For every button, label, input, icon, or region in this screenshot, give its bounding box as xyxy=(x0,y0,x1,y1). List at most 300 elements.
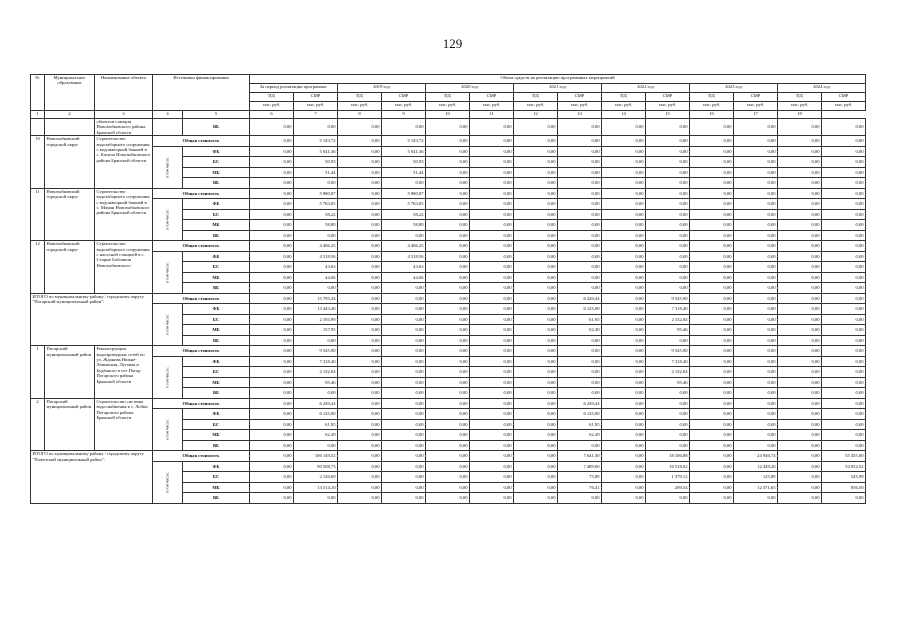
value-cell: 0,00 xyxy=(734,356,778,367)
value-cell: 0,00 xyxy=(338,419,382,430)
value-cell: 0,00 xyxy=(778,314,822,325)
value-cell: 0,00 xyxy=(470,220,514,231)
value-cell: 0,00 xyxy=(778,119,822,136)
value-cell: 0,00 xyxy=(602,482,646,493)
value-cell: 4 318,56 xyxy=(382,251,426,262)
value-cell: 12 371,65 xyxy=(734,482,778,493)
value-cell: 0,00 xyxy=(602,272,646,283)
value-cell: 0,00 xyxy=(602,262,646,273)
value-cell: 0,00 xyxy=(646,283,690,294)
value-cell: 7 641,30 xyxy=(558,451,602,462)
value-cell: 0,00 xyxy=(426,146,470,157)
table-row xyxy=(31,461,866,472)
value-cell: 0,00 xyxy=(734,409,778,420)
value-cell: 0,00 xyxy=(690,388,734,399)
value-cell: 0,00 xyxy=(382,461,426,472)
source-type: ВБ xyxy=(183,388,250,399)
value-cell: 0,00 xyxy=(382,472,426,483)
value-cell: 0,00 xyxy=(470,482,514,493)
value-cell: 0,00 xyxy=(778,220,822,231)
value-cell: 0,00 xyxy=(338,293,382,304)
value-cell: 0,00 xyxy=(470,451,514,462)
object-name-cell: объектов станции Новозыбковского района Брянской области xyxy=(95,119,153,136)
value-cell: 0,00 xyxy=(470,335,514,346)
value-cell: 0,00 xyxy=(558,178,602,189)
header-pd: ПД xyxy=(602,93,646,102)
value-cell: 61,95 xyxy=(558,314,602,325)
value-cell: 0,00 xyxy=(514,167,558,178)
value-cell: 0,00 xyxy=(470,325,514,336)
source-type: Общая стоимость xyxy=(153,241,250,252)
value-cell: 0,00 xyxy=(558,335,602,346)
value-cell: 0,00 xyxy=(690,304,734,315)
source-type: ВБ xyxy=(183,493,250,504)
value-cell: 0,00 xyxy=(646,398,690,409)
value-cell: 0,00 xyxy=(734,167,778,178)
value-cell: 0,00 xyxy=(470,430,514,441)
header-colnum: 9 xyxy=(382,111,426,119)
value-cell: 0,00 xyxy=(250,356,294,367)
including-label-vertical xyxy=(153,119,183,136)
value-cell: 0,00 xyxy=(778,283,822,294)
source-type: МБ xyxy=(183,482,250,493)
total-label: ИТОГО по муниципальному району / городскому округу "Почепский муниципальный район": xyxy=(31,451,153,504)
value-cell: 0,00 xyxy=(690,377,734,388)
including-label: в том числе: xyxy=(164,156,170,178)
value-cell: 0,00 xyxy=(470,419,514,430)
value-cell: 0,00 xyxy=(382,325,426,336)
value-cell: 0,00 xyxy=(734,251,778,262)
value-cell: 0,00 xyxy=(822,230,866,241)
value-cell: 0,00 xyxy=(470,293,514,304)
source-type: ФБ xyxy=(183,251,250,262)
source-type: ВБ xyxy=(183,440,250,451)
value-cell: 0,00 xyxy=(514,283,558,294)
value-cell: 62,49 xyxy=(294,430,338,441)
value-cell: 7 318,40 xyxy=(646,356,690,367)
value-cell: 0,00 xyxy=(734,136,778,147)
value-cell: 95,46 xyxy=(294,377,338,388)
value-cell: 0,00 xyxy=(734,293,778,304)
value-cell: 0,00 xyxy=(558,377,602,388)
header-period: 2019 год xyxy=(338,84,426,93)
value-cell: 0,00 xyxy=(294,335,338,346)
value-cell: 95,46 xyxy=(646,377,690,388)
header-unit: тыс. руб. xyxy=(602,102,646,111)
header-smr: СМР xyxy=(646,93,690,102)
value-cell: 0,00 xyxy=(822,335,866,346)
value-cell: 0,00 xyxy=(646,272,690,283)
value-cell: 95,46 xyxy=(646,325,690,336)
value-cell: 0,00 xyxy=(558,167,602,178)
value-cell: 0,00 xyxy=(558,388,602,399)
value-cell: 0,00 xyxy=(426,220,470,231)
value-cell: 0,00 xyxy=(734,346,778,357)
value-cell: 0,00 xyxy=(250,335,294,346)
value-cell: 0,00 xyxy=(514,440,558,451)
including-label: в том числе: xyxy=(164,261,170,283)
value-cell: 0,00 xyxy=(338,440,382,451)
value-cell: 0,00 xyxy=(602,409,646,420)
value-cell: 0,00 xyxy=(646,136,690,147)
value-cell: 0,00 xyxy=(338,325,382,336)
value-cell: 7 318,40 xyxy=(294,356,338,367)
value-cell: 0,00 xyxy=(734,178,778,189)
value-cell: 0,00 xyxy=(250,377,294,388)
value-cell: 0,00 xyxy=(338,430,382,441)
value-cell: 12 449,20 xyxy=(734,461,778,472)
value-cell: 0,00 xyxy=(558,119,602,136)
header-pd: ПД xyxy=(778,93,822,102)
value-cell: 0,00 xyxy=(426,272,470,283)
value-cell: 44,06 xyxy=(382,272,426,283)
value-cell: 0,00 xyxy=(250,430,294,441)
value-cell: 0,00 xyxy=(734,119,778,136)
value-cell: 0,00 xyxy=(382,367,426,378)
value-cell: 0,00 xyxy=(426,451,470,462)
value-cell: 0,00 xyxy=(690,314,734,325)
value-cell: 0,00 xyxy=(558,493,602,504)
value-cell: 0,00 xyxy=(822,188,866,199)
value-cell: 0,00 xyxy=(514,356,558,367)
value-cell: 0,00 xyxy=(426,251,470,262)
including-label: в том числе: xyxy=(164,419,170,441)
value-cell: 0,00 xyxy=(470,157,514,168)
header-period: 2020 год xyxy=(426,84,514,93)
value-cell: 0,00 xyxy=(514,262,558,273)
value-cell: 0,00 xyxy=(470,440,514,451)
value-cell: 0,00 xyxy=(778,409,822,420)
value-cell: 0,00 xyxy=(426,377,470,388)
header-period: 2024 год xyxy=(778,84,866,93)
value-cell: 0,00 xyxy=(338,388,382,399)
object-name-cell: Строительство водозаборного сооружения с насосной станцией в с. Старые Бобовичи Новозыбковского xyxy=(95,241,153,294)
value-cell: 0,00 xyxy=(514,251,558,262)
value-cell: 9 545,90 xyxy=(294,346,338,357)
table-row xyxy=(31,293,866,304)
value-cell: 0,00 xyxy=(558,262,602,273)
value-cell: 0,00 xyxy=(778,472,822,483)
value-cell: 0,00 xyxy=(822,293,866,304)
value-cell: 0,00 xyxy=(778,325,822,336)
value-cell: 0,00 xyxy=(558,209,602,220)
header-colnum: 7 xyxy=(294,111,338,119)
value-cell: 0,00 xyxy=(602,220,646,231)
source-type: ФБ xyxy=(183,146,250,157)
value-cell: 58,22 xyxy=(294,209,338,220)
value-cell: 0,00 xyxy=(778,388,822,399)
value-cell: 0,00 xyxy=(778,419,822,430)
value-cell: 0,00 xyxy=(294,440,338,451)
header-colnum: 8 xyxy=(338,111,382,119)
value-cell: 209,54 xyxy=(646,482,690,493)
value-cell: 0,00 xyxy=(514,335,558,346)
value-cell: 0,00 xyxy=(734,398,778,409)
value-cell: 0,00 xyxy=(250,419,294,430)
header-unit: тыс. руб. xyxy=(646,102,690,111)
page-number: 129 xyxy=(442,36,463,51)
value-cell: 0,00 xyxy=(338,304,382,315)
source-type: МБ xyxy=(183,377,250,388)
value-cell: 0,00 xyxy=(294,493,338,504)
including-label: в том числе: xyxy=(164,209,170,231)
value-cell: 0,00 xyxy=(470,356,514,367)
value-cell: 0,00 xyxy=(338,157,382,168)
value-cell: 0,00 xyxy=(822,440,866,451)
value-cell: 0,00 xyxy=(514,146,558,157)
value-cell: 0,00 xyxy=(426,119,470,136)
value-cell: 0,00 xyxy=(250,367,294,378)
value-cell: 0,00 xyxy=(734,272,778,283)
value-cell: 0,00 xyxy=(382,335,426,346)
source-type: МБ xyxy=(183,325,250,336)
value-cell: 0,00 xyxy=(690,419,734,430)
value-cell: 0,00 xyxy=(690,493,734,504)
value-cell: 0,00 xyxy=(382,430,426,441)
value-cell: 0,00 xyxy=(250,119,294,136)
value-cell: 0,00 xyxy=(250,209,294,220)
header-pd: ПД xyxy=(338,93,382,102)
value-cell: 0,00 xyxy=(646,188,690,199)
value-cell: 0,00 xyxy=(646,157,690,168)
value-cell: 0,00 xyxy=(822,377,866,388)
value-cell: 0,00 xyxy=(514,451,558,462)
source-type: ФБ xyxy=(183,304,250,315)
value-cell: 0,00 xyxy=(382,230,426,241)
value-cell: 0,00 xyxy=(558,272,602,283)
value-cell: 0,00 xyxy=(822,419,866,430)
value-cell: 0,00 xyxy=(690,178,734,189)
value-cell: 0,00 xyxy=(250,314,294,325)
value-cell: 0,00 xyxy=(470,272,514,283)
table-row xyxy=(31,356,866,367)
value-cell: 0,00 xyxy=(690,251,734,262)
value-cell: 0,00 xyxy=(338,272,382,283)
value-cell: 0,00 xyxy=(822,325,866,336)
value-cell: 0,00 xyxy=(822,409,866,420)
value-cell: 0,00 xyxy=(250,146,294,157)
value-cell: 0,00 xyxy=(734,188,778,199)
header-smr: СМР xyxy=(294,93,338,102)
value-cell: 0,00 xyxy=(602,314,646,325)
value-cell: 0,00 xyxy=(426,419,470,430)
value-cell: 0,00 xyxy=(514,136,558,147)
value-cell: 0,00 xyxy=(382,493,426,504)
value-cell: 0,00 xyxy=(646,430,690,441)
value-cell: 0,00 xyxy=(338,398,382,409)
header-colnum: 10 xyxy=(426,111,470,119)
value-cell: 0,00 xyxy=(514,304,558,315)
value-cell: 55 455,00 xyxy=(822,451,866,462)
value-cell: 0,00 xyxy=(822,367,866,378)
value-cell: 0,00 xyxy=(646,440,690,451)
value-cell: 0,00 xyxy=(822,304,866,315)
value-cell: 0,00 xyxy=(822,430,866,441)
source-type: ФБ xyxy=(183,461,250,472)
value-cell: 44,06 xyxy=(294,272,338,283)
value-cell: 0,00 xyxy=(778,199,822,210)
value-cell: 0,00 xyxy=(646,199,690,210)
header-period: 2022 год xyxy=(602,84,690,93)
value-cell: 0,00 xyxy=(822,388,866,399)
including-label-vertical xyxy=(153,356,183,398)
value-cell: 0,00 xyxy=(426,157,470,168)
value-cell: 0,00 xyxy=(382,482,426,493)
value-cell: 0,00 xyxy=(426,346,470,357)
object-name-cell: Реконструкция водопроводных сетей по ул. Жданова,Нижне-Ленинская, Луговая и Будённого в пгт Погар Погарского района Брянской области xyxy=(95,346,153,399)
value-cell: 0,00 xyxy=(690,451,734,462)
value-cell: 2 132,04 xyxy=(646,314,690,325)
value-cell: 0,00 xyxy=(734,325,778,336)
value-cell: 0,00 xyxy=(470,167,514,178)
source-type: БС xyxy=(183,209,250,220)
value-cell: 0,00 xyxy=(382,314,426,325)
value-cell: 0,00 xyxy=(734,262,778,273)
value-cell: 6 249,44 xyxy=(558,293,602,304)
value-cell: 0,00 xyxy=(514,178,558,189)
value-cell: 0,00 xyxy=(470,398,514,409)
value-cell: 0,00 xyxy=(602,209,646,220)
header-municipality: Муниципальное образование xyxy=(45,75,95,111)
value-cell: 0,00 xyxy=(470,188,514,199)
header-unit: тыс. руб. xyxy=(338,102,382,111)
value-cell: 0,00 xyxy=(382,409,426,420)
value-cell: 0,00 xyxy=(690,209,734,220)
value-cell: 0,00 xyxy=(646,493,690,504)
value-cell: 18 106,88 xyxy=(646,451,690,462)
value-cell: 58,22 xyxy=(382,209,426,220)
value-cell: 0,00 xyxy=(734,388,778,399)
value-cell: 0,00 xyxy=(426,178,470,189)
value-cell: 545,99 xyxy=(822,472,866,483)
value-cell: 0,00 xyxy=(778,272,822,283)
value-cell: 51,44 xyxy=(294,167,338,178)
value-cell: 0,00 xyxy=(734,377,778,388)
value-cell: 0,00 xyxy=(338,188,382,199)
value-cell: 0,00 xyxy=(602,188,646,199)
value-cell: 5 880,07 xyxy=(382,188,426,199)
value-cell: 0,00 xyxy=(470,409,514,420)
header-colnum: 11 xyxy=(470,111,514,119)
value-cell: 0,00 xyxy=(778,482,822,493)
value-cell: 0,00 xyxy=(338,136,382,147)
value-cell: 0,00 xyxy=(470,367,514,378)
table-row xyxy=(31,251,866,262)
value-cell: 0,00 xyxy=(250,178,294,189)
value-cell: 0,00 xyxy=(250,493,294,504)
value-cell: 0,00 xyxy=(602,461,646,472)
header-unit: тыс. руб. xyxy=(294,102,338,111)
value-cell: 0,00 xyxy=(426,461,470,472)
value-cell: 0,00 xyxy=(426,367,470,378)
value-cell: 0,00 xyxy=(514,493,558,504)
value-cell: 0,00 xyxy=(690,325,734,336)
value-cell: 62,49 xyxy=(558,325,602,336)
value-cell: 16 518,02 xyxy=(646,461,690,472)
value-cell: 0,00 xyxy=(558,367,602,378)
source-type: ВБ xyxy=(183,335,250,346)
value-cell: 0,00 xyxy=(338,241,382,252)
value-cell: 0,00 xyxy=(426,398,470,409)
value-cell: 0,00 xyxy=(250,251,294,262)
value-cell: 0,00 xyxy=(602,451,646,462)
value-cell: 0,00 xyxy=(690,262,734,273)
value-cell: 0,00 xyxy=(514,293,558,304)
header-colnum: 16 xyxy=(690,111,734,119)
value-cell: 0,00 xyxy=(250,272,294,283)
value-cell: 0,00 xyxy=(602,440,646,451)
value-cell: 0,00 xyxy=(514,188,558,199)
value-cell: 0,00 xyxy=(470,472,514,483)
source-type: Общая стоимость xyxy=(153,398,250,409)
value-cell: 0,00 xyxy=(646,262,690,273)
value-cell: 0,00 xyxy=(778,262,822,273)
value-cell: 0,00 xyxy=(338,119,382,136)
value-cell: 0,00 xyxy=(514,314,558,325)
header-period: 2021 год xyxy=(514,84,602,93)
value-cell: 0,00 xyxy=(602,146,646,157)
value-cell: 0,00 xyxy=(602,178,646,189)
value-cell: 0,00 xyxy=(602,199,646,210)
value-cell: 0,00 xyxy=(602,398,646,409)
value-cell: 0,00 xyxy=(690,241,734,252)
value-cell: 0,00 xyxy=(602,157,646,168)
value-cell: 0,00 xyxy=(778,398,822,409)
value-cell: 0,00 xyxy=(778,461,822,472)
value-cell: 0,00 xyxy=(470,199,514,210)
source-type: БС xyxy=(183,419,250,430)
value-cell: 0,00 xyxy=(602,241,646,252)
row-number: 1 xyxy=(31,346,45,399)
value-cell: 0,00 xyxy=(382,356,426,367)
value-cell: 0,00 xyxy=(470,119,514,136)
value-cell: 0,00 xyxy=(514,377,558,388)
value-cell: 0,00 xyxy=(470,251,514,262)
value-cell: 0,00 xyxy=(646,209,690,220)
value-cell: 0,00 xyxy=(250,293,294,304)
value-cell: 0,00 xyxy=(426,493,470,504)
value-cell: 0,00 xyxy=(514,325,558,336)
value-cell: 0,00 xyxy=(734,220,778,231)
value-cell: 0,00 xyxy=(822,314,866,325)
value-cell: 15 795,34 xyxy=(294,293,338,304)
value-cell: 0,00 xyxy=(734,199,778,210)
value-cell: 0,00 xyxy=(690,283,734,294)
value-cell: 0,00 xyxy=(822,398,866,409)
value-cell: 0,00 xyxy=(470,377,514,388)
source-type: ВБ xyxy=(183,119,250,136)
header-colnum: 3 xyxy=(95,111,153,119)
value-cell: 0,00 xyxy=(558,346,602,357)
value-cell: 5 763,05 xyxy=(382,199,426,210)
municipality-cell: Новозыбковский городской округ xyxy=(45,136,95,189)
value-cell: 0,00 xyxy=(338,346,382,357)
total-label: ИТОГО по муниципальному району / городскому округу "Погарский муниципальный район": xyxy=(31,293,153,346)
value-cell: 0,00 xyxy=(690,167,734,178)
value-cell: 2 132,04 xyxy=(646,367,690,378)
including-label-vertical xyxy=(153,199,183,241)
value-cell: 0,00 xyxy=(602,283,646,294)
value-cell: 0,00 xyxy=(250,482,294,493)
value-cell: 2 126,69 xyxy=(294,472,338,483)
header-pd: ПД xyxy=(514,93,558,102)
value-cell: 0,00 xyxy=(382,346,426,357)
table-row xyxy=(31,409,866,420)
value-cell: 0,00 xyxy=(514,209,558,220)
header-colnum: 13 xyxy=(558,111,602,119)
value-cell: 0,00 xyxy=(690,335,734,346)
including-label: в том числе: xyxy=(164,366,170,388)
